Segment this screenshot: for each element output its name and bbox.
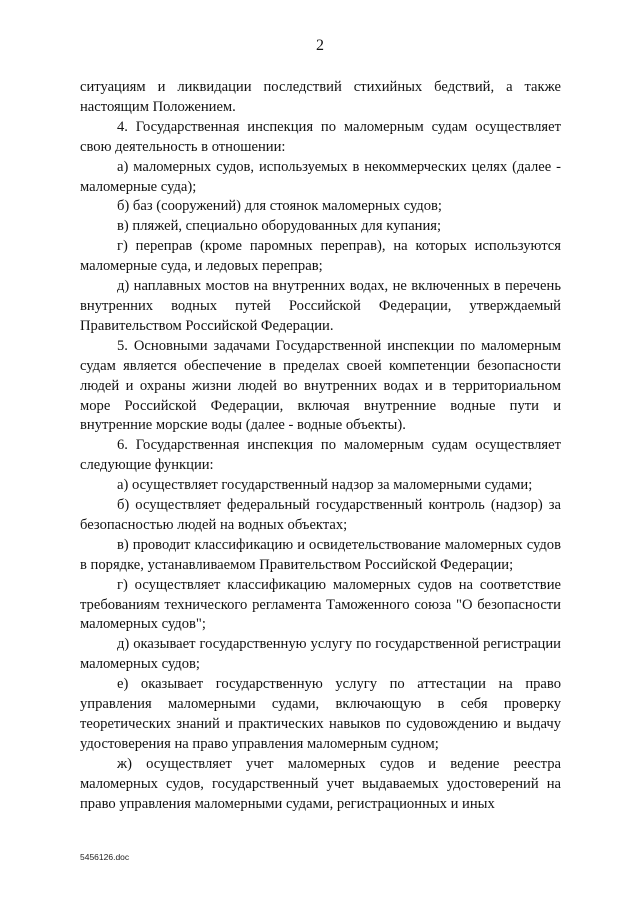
paragraph-item-6e: е) оказывает государственную услугу по аттестации на право управления маломерными судами, включающую в себя проверку теоретических знаний и практических навыков по судовождению и выдачу удостоверения на право управления маломерным судном; [80, 676, 561, 752]
paragraph-item-6d: д) оказывает государственную услугу по государственной регистрации маломерных судов; [80, 636, 561, 673]
paragraph-item-6b: б) осуществляет федеральный государственный контроль (надзор) за безопасностью людей на водных объектах; [80, 497, 561, 533]
paragraph-item-6v: в) проводит классификацию и освидетельствование маломерных судов в порядке, устанавливаемом Правительством Российской Федерации; [80, 536, 561, 573]
paragraph-item-4g: г) переправ (кроме паромных переправ), на которых используются маломерные суда, и ледовых переправ; [80, 238, 561, 275]
paragraph-item-4b: б) баз (сооружений) для стоянок маломерных судов; [117, 198, 442, 215]
footer-filename: 5456126.doc [80, 852, 130, 862]
paragraph-item-6g: г) осуществляет классификацию маломерных судов на соответствие требованиям технического регламента Таможенного союза "О безопасности маломерных судов"; [80, 576, 561, 633]
paragraph-item-4: 4. Государственная инспекция по маломерным судам осуществляет свою деятельность в отношении: [80, 118, 561, 155]
paragraph-item-6a: а) осуществляет государственный надзор за маломерными судами; [117, 477, 533, 494]
paragraph-continuation: ситуациям и ликвидации последствий стихийных бедствий, а также настоящим Положением. [80, 79, 561, 115]
paragraph-item-5: 5. Основными задачами Государственной инспекции по маломерным судам является обеспечение в пределах своей компетенции безопасности людей и охраны жизни людей во внутренних водах и в территориальном море Российской Федерации, включая внутренние водные пути и внутренние морские воды (далее - водные объекты). [80, 337, 561, 434]
paragraph-item-6zh: ж) осуществляет учет маломерных судов и ведение реестра маломерных судов, государственный учет выдаваемых удостоверений на право управления маломерными судами, регистрационных и иных [80, 755, 561, 812]
document-body [80, 78, 561, 815]
page-number: 2 [316, 37, 324, 54]
paragraph-item-6: 6. Государственная инспекция по маломерным судам осуществляет следующие функции: [80, 437, 561, 474]
paragraph-item-4v: в) пляжей, специально оборудованных для купания; [117, 218, 442, 235]
paragraph-item-4a: а) маломерных судов, используемых в некоммерческих целях (далее - маломерные суда); [80, 158, 561, 195]
paragraph-item-4d: д) наплавных мостов на внутренних водах, не включенных в перечень внутренних водных путей Российской Федерации, утверждаемый Правительством Российской Федерации. [80, 278, 561, 334]
